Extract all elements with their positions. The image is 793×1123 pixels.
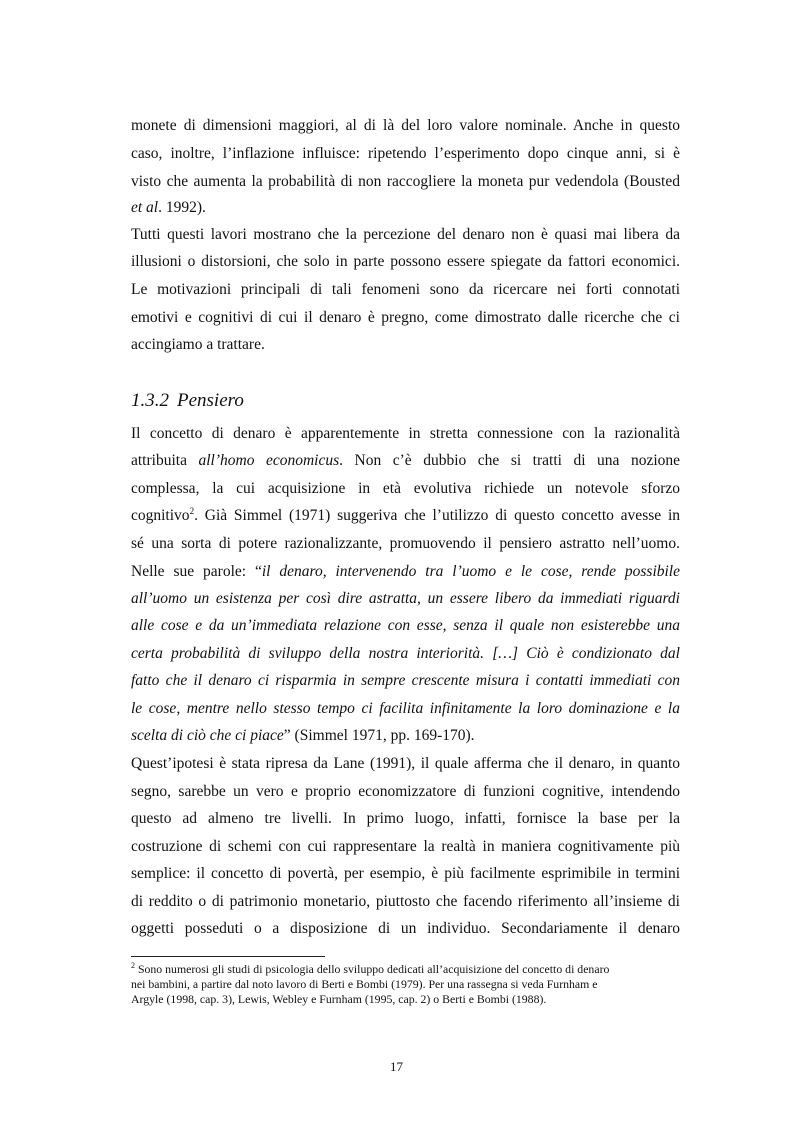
text-line (131, 562, 680, 582)
text-line (131, 506, 680, 526)
italic-text: le cose, mentre nello stesso tempo ci facilita infinitamente la loro dominazione e la (131, 700, 680, 717)
text-span: . Già Simmel (1971) suggeriva che l’utilizzo di questo concetto avesse in (194, 507, 680, 524)
text-line: di reddito o di patrimonio monetario, piuttosto che facendo riferimento all’insieme di (131, 893, 680, 910)
footnote-line: nei bambini, a partire dal noto lavoro di Berti e Bombi (1979). Per una rassegna si veda Furnham e (131, 977, 598, 991)
footnote-line (131, 962, 680, 977)
text-span: ” (Simmel 1971, pp. 169-170). (283, 727, 475, 744)
text-line (131, 198, 680, 218)
text-line (131, 726, 680, 746)
text-line: Quest’ipotesi è stata ripresa da Lane (1991), il quale afferma che il denaro, in quanto (131, 755, 680, 772)
italic-text: scelta di ciò che ci piace (131, 727, 284, 744)
text-span: Nelle sue parole: “ (131, 563, 262, 580)
text-span: attribuita (131, 452, 199, 469)
text-line: Tutti questi lavori mostrano che la percezione del denaro non è quasi mai libera da (131, 226, 680, 243)
text-line: costruzione di schemi con cui rappresentare la realtà in maniera cognitivamente più (131, 838, 680, 855)
text-line: questo ad almeno tre livelli. In primo luogo, infatti, fornisce la base per la (131, 810, 680, 827)
text-span: cognitivo (131, 507, 190, 524)
text-line: segno, sarebbe un vero e proprio economizzatore di funzioni cognitive, intendendo (131, 783, 680, 800)
text-line: complessa, la cui acquisizione in età evolutiva richiede un notevole sforzo (131, 480, 680, 497)
text-span: . 1992). (158, 199, 206, 216)
italic-text: alle cose e da un’immediata relazione con esse, senza il quale non esisterebbe una (131, 617, 680, 634)
quote-line (131, 644, 680, 664)
quote-line (131, 671, 680, 691)
italic-text: et al (131, 199, 159, 216)
italic-text: all’homo economicus (198, 452, 340, 469)
text-line: caso, inoltre, l’inflazione influisce: ripetendo l’esperimento dopo cinque anni, si è (131, 145, 680, 162)
footnote-reference[interactable]: 2 (189, 506, 195, 516)
text-line: illusioni o distorsioni, che solo in parte possono essere spiegate da fattori economici. (131, 253, 680, 270)
quote-line (131, 699, 680, 719)
text-line: accingiamo a trattare. (131, 336, 265, 353)
text-line (131, 451, 680, 471)
text-line: semplice: il concetto di povertà, per esempio, è più facilmente esprimibile in termini (131, 865, 680, 882)
quote-line (131, 616, 680, 636)
section-heading (131, 389, 244, 413)
text-line: Il concetto di denaro è apparentemente in stretta connessione con la razionalità (131, 425, 680, 442)
text-line: visto che aumenta la probabilità di non raccogliere la moneta pur vedendola (Bousted (131, 173, 680, 190)
text-line: emotivi e cognitivi di cui il denaro è pregno, come dimostrato dalle ricerche che ci (131, 309, 680, 326)
text-span: Sono numerosi gli studi di psicologia dello sviluppo dedicati all’acquisizione del concetto di denaro (135, 962, 610, 976)
page-number: 17 (390, 1059, 403, 1074)
text-line: oggetti posseduti o a disposizione di un individuo. Secondariamente il denaro (131, 920, 680, 937)
text-line: monete di dimensioni maggiori, al di là del loro valore nominale. Anche in questo (131, 117, 680, 134)
quote-line (131, 589, 680, 609)
italic-text: all’uomo un esistenza per così dire astratta, un essere libero da immediati riguardi (131, 590, 680, 607)
footnote-divider (131, 956, 325, 957)
text-span: . Non c’è dubbio che si tratti di una nozione (339, 452, 681, 469)
italic-text: fatto che il denaro ci risparmia in sempre crescente misura i contatti immediati con (131, 672, 680, 689)
section-number: 1.3.2 (131, 390, 169, 411)
italic-text: certa probabilità di sviluppo della nostra interiorità. […] Ciò è condizionato dal (131, 645, 680, 662)
italic-text: il denaro, intervenendo tra l’uomo e le cose, rende possibile (261, 563, 680, 580)
footnote-line: Argyle (1998, cap. 3), Lewis, Webley e Furnham (1995, cap. 2) o Berti e Bombi (1988). (131, 992, 547, 1006)
footnote-mark: 2 (131, 961, 135, 970)
text-line: sé una sorta di potere razionalizzante, promuovendo il pensiero astratto nell’uomo. (131, 535, 680, 552)
section-title: Pensiero (177, 390, 244, 411)
text-line: Le motivazioni principali di tali fenomeni sono da ricercare nei forti connotati (131, 281, 680, 298)
